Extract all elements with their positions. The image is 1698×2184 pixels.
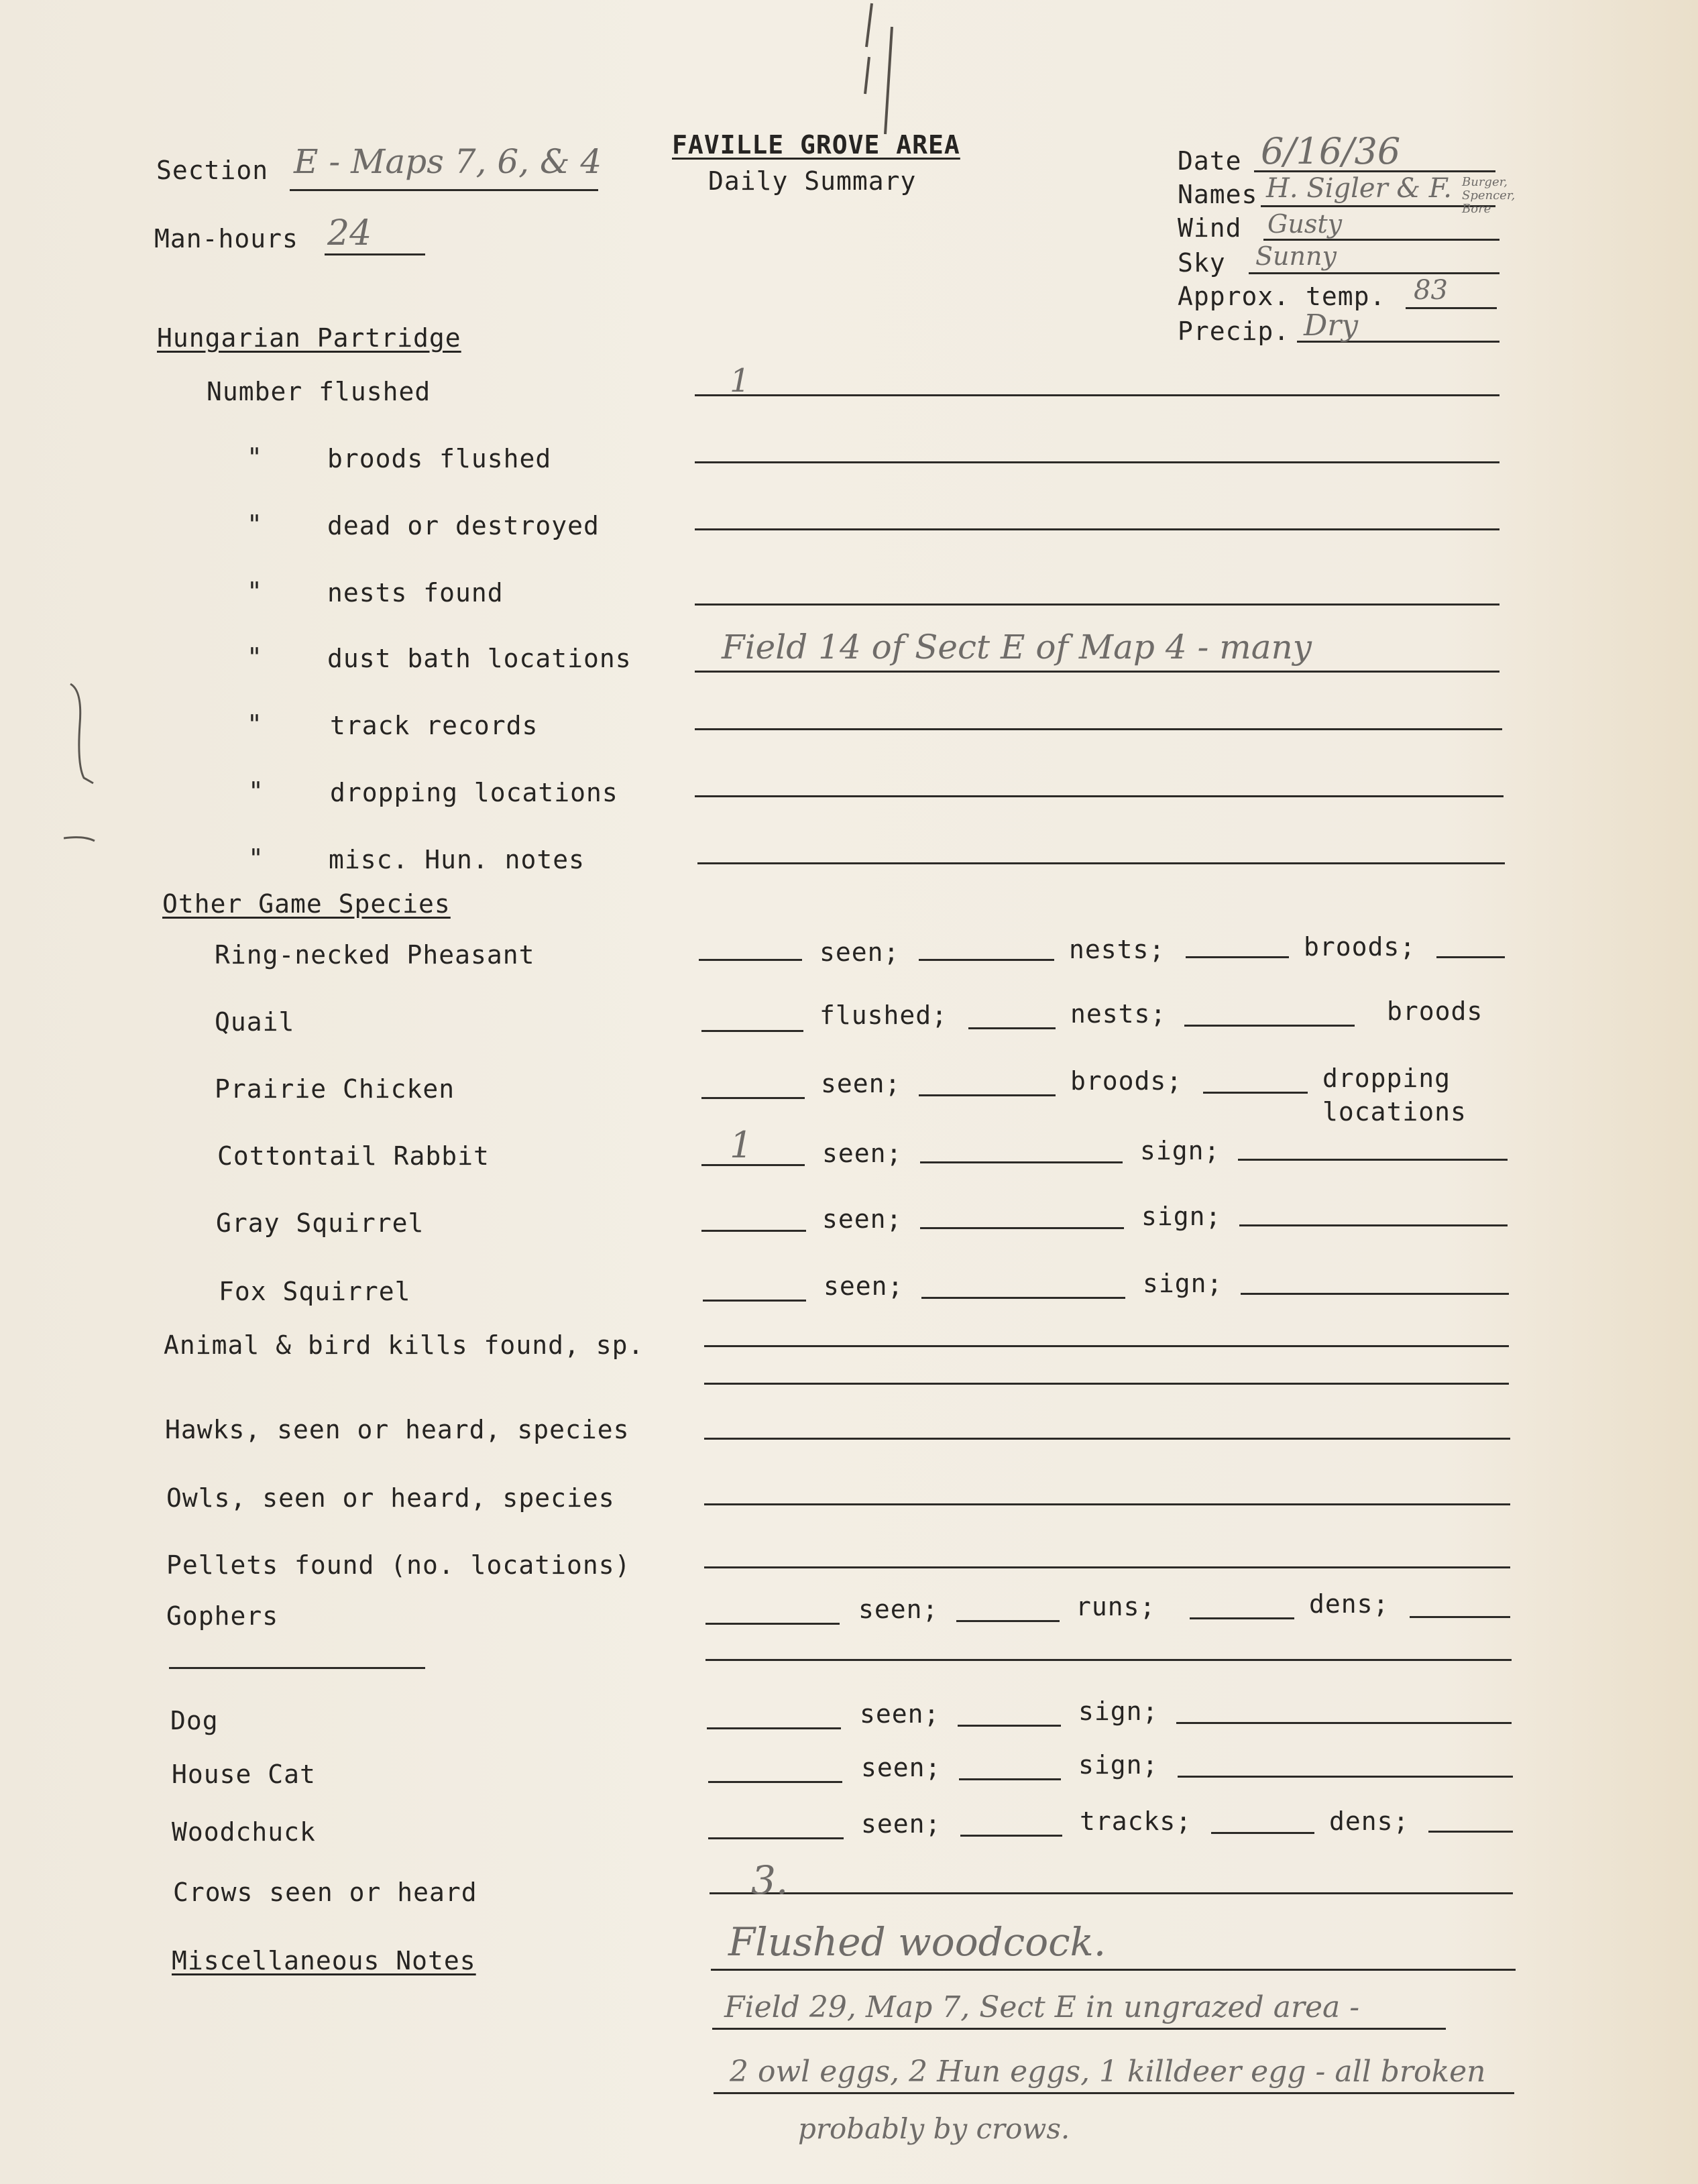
gophers-line-1 bbox=[705, 1623, 840, 1625]
quail-col2: nests; bbox=[1070, 999, 1167, 1029]
dog-col2: sign; bbox=[1078, 1697, 1159, 1726]
number-flushed-label: Number flushed bbox=[207, 377, 431, 406]
hawks-label: Hawks, seen or heard, species bbox=[165, 1415, 630, 1444]
misc-line-2 bbox=[712, 2028, 1446, 2030]
pheasant-line-2 bbox=[919, 959, 1054, 961]
pheasant-line-3 bbox=[1186, 956, 1289, 958]
quail-label: Quail bbox=[215, 1007, 295, 1037]
prairie-line-1 bbox=[701, 1097, 805, 1099]
woodchuck-line-4 bbox=[1428, 1831, 1513, 1833]
prairie-col3a: dropping bbox=[1322, 1064, 1451, 1093]
cottontail-line-2 bbox=[920, 1161, 1123, 1163]
gray-col1: seen; bbox=[822, 1204, 903, 1234]
owls-line bbox=[704, 1503, 1510, 1505]
dead-destroyed-label: dead or destroyed bbox=[327, 511, 600, 540]
prairie-chicken-label: Prairie Chicken bbox=[215, 1074, 455, 1104]
prairie-col1: seen; bbox=[821, 1069, 901, 1098]
pellets-label: Pellets found (no. locations) bbox=[166, 1550, 631, 1580]
dropping-locations-line bbox=[695, 795, 1504, 797]
pheasant-line-1 bbox=[699, 959, 802, 961]
pheasant-col2: nests; bbox=[1069, 935, 1166, 964]
date-value: 6/16/36 bbox=[1261, 130, 1401, 172]
gray-col2: sign; bbox=[1141, 1202, 1222, 1231]
ditto-mark: " bbox=[248, 844, 264, 873]
fox-line-2 bbox=[921, 1297, 1125, 1299]
wind-value: Gusty bbox=[1267, 209, 1343, 239]
names-label: Names bbox=[1178, 180, 1258, 209]
number-flushed-value: 1 bbox=[730, 362, 750, 400]
pheasant-col3: broods; bbox=[1304, 932, 1416, 962]
crows-value: 3. bbox=[751, 1857, 789, 1903]
section-value: E - Maps 7, 6, & 4 bbox=[294, 142, 602, 181]
broods-flushed-label: broods flushed bbox=[327, 444, 552, 473]
crows-line bbox=[710, 1892, 1513, 1894]
gophers-line-4 bbox=[1410, 1616, 1510, 1618]
cottontail-line-1 bbox=[701, 1164, 805, 1166]
fox-line-3 bbox=[1241, 1293, 1509, 1295]
gophers-label: Gophers bbox=[166, 1601, 279, 1631]
nests-found-label: nests found bbox=[327, 578, 504, 608]
cottontail-value: 1 bbox=[730, 1124, 753, 1166]
woodchuck-col2: tracks; bbox=[1080, 1806, 1192, 1836]
section-label: Section bbox=[156, 156, 269, 185]
dropping-locations-label: dropping locations bbox=[330, 778, 618, 807]
cottontail-label: Cottontail Rabbit bbox=[217, 1141, 490, 1171]
cottontail-col2: sign; bbox=[1140, 1136, 1221, 1165]
dust-bath-value: Field 14 of Sect E of Map 4 - many bbox=[722, 628, 1312, 667]
misc-hun-notes-label: misc. Hun. notes bbox=[329, 845, 585, 874]
blank-label-line bbox=[169, 1667, 425, 1669]
dust-bath-line bbox=[695, 671, 1499, 673]
nests-found-line bbox=[695, 604, 1499, 606]
wind-underline bbox=[1263, 239, 1499, 241]
hawks-line bbox=[704, 1438, 1510, 1440]
form-subtitle: Daily Summary bbox=[708, 166, 917, 196]
manhours-value: 24 bbox=[327, 213, 372, 253]
crows-label: Crows seen or heard bbox=[173, 1878, 477, 1907]
sky-label: Sky bbox=[1178, 248, 1226, 278]
house-cat-label: House Cat bbox=[172, 1760, 316, 1789]
margin-pencil-mark bbox=[64, 677, 111, 865]
ditto-mark: " bbox=[247, 709, 263, 739]
number-flushed-line bbox=[695, 394, 1499, 396]
temp-underline bbox=[1406, 307, 1497, 309]
fox-line-1 bbox=[703, 1300, 806, 1302]
pellets-line bbox=[704, 1566, 1510, 1568]
prairie-line-2 bbox=[919, 1094, 1056, 1096]
manhours-label: Man-hours bbox=[154, 224, 298, 253]
gophers-col3: dens; bbox=[1309, 1589, 1390, 1619]
gophers-line-2 bbox=[956, 1620, 1060, 1622]
cottontail-line-3 bbox=[1238, 1159, 1508, 1161]
names-value: H. Sigler & F. bbox=[1266, 173, 1452, 204]
kills-line-2 bbox=[704, 1383, 1509, 1385]
cat-col2: sign; bbox=[1078, 1750, 1159, 1780]
woodchuck-line-2 bbox=[960, 1835, 1062, 1837]
fox-squirrel-label: Fox Squirrel bbox=[219, 1277, 411, 1306]
other-species-heading: Other Game Species bbox=[162, 889, 451, 919]
misc-note-4: probably by crows. bbox=[798, 2112, 1070, 2145]
owls-label: Owls, seen or heard, species bbox=[166, 1483, 615, 1513]
gray-line-3 bbox=[1239, 1224, 1508, 1226]
gophers-extra-line bbox=[705, 1659, 1512, 1661]
misc-note-2: Field 29, Map 7, Sect E in ungrazed area - bbox=[724, 1990, 1360, 2024]
pheasant-col1: seen; bbox=[819, 937, 900, 967]
broods-flushed-line bbox=[695, 461, 1499, 463]
woodchuck-line-3 bbox=[1211, 1832, 1314, 1834]
manhours-underline bbox=[325, 253, 425, 255]
dog-col1: seen; bbox=[860, 1699, 940, 1729]
misc-line-1 bbox=[711, 1969, 1516, 1971]
temp-label: Approx. temp. bbox=[1178, 282, 1386, 311]
quail-line-3 bbox=[1184, 1025, 1355, 1027]
fox-col2: sign; bbox=[1143, 1269, 1223, 1298]
misc-note-3: 2 owl eggs, 2 Hun eggs, 1 killdeer egg - all broken bbox=[730, 2055, 1486, 2089]
kills-line-1 bbox=[704, 1345, 1509, 1347]
ditto-mark: " bbox=[247, 577, 263, 606]
ditto-mark: " bbox=[248, 777, 264, 806]
pheasant-label: Ring-necked Pheasant bbox=[215, 940, 535, 970]
gophers-col1: seen; bbox=[858, 1595, 939, 1624]
dog-line-2 bbox=[958, 1725, 1061, 1727]
pheasant-line-4 bbox=[1436, 956, 1505, 958]
track-records-line bbox=[695, 728, 1502, 730]
track-records-label: track records bbox=[330, 711, 539, 740]
sky-underline bbox=[1249, 272, 1499, 274]
ditto-mark: " bbox=[247, 510, 263, 539]
cat-col1: seen; bbox=[861, 1753, 942, 1782]
kills-label: Animal & bird kills found, sp. bbox=[164, 1330, 644, 1360]
dog-label: Dog bbox=[170, 1706, 219, 1735]
prairie-col2: broods; bbox=[1070, 1066, 1183, 1096]
section-underline bbox=[290, 189, 598, 191]
ditto-mark: " bbox=[247, 642, 263, 672]
gray-squirrel-label: Gray Squirrel bbox=[216, 1208, 424, 1238]
dog-line-1 bbox=[707, 1727, 841, 1729]
dead-destroyed-line bbox=[695, 528, 1499, 530]
prairie-line-3 bbox=[1203, 1092, 1308, 1094]
gray-line-1 bbox=[701, 1230, 806, 1232]
woodchuck-line-1 bbox=[708, 1837, 844, 1839]
date-label: Date bbox=[1178, 146, 1242, 176]
quail-line-2 bbox=[968, 1027, 1056, 1029]
ditto-mark: " bbox=[247, 443, 263, 472]
quail-col1: flushed; bbox=[819, 1000, 948, 1030]
quail-line-1 bbox=[701, 1030, 803, 1032]
sky-value: Sunny bbox=[1255, 241, 1337, 271]
gray-line-2 bbox=[920, 1227, 1124, 1229]
woodchuck-label: Woodchuck bbox=[172, 1817, 316, 1847]
cat-line-1 bbox=[708, 1781, 842, 1783]
cottontail-col1: seen; bbox=[822, 1139, 903, 1168]
precip-label: Precip. bbox=[1178, 317, 1290, 346]
misc-note-1: Flushed woodcock. bbox=[728, 1919, 1107, 1965]
dust-bath-label: dust bath locations bbox=[327, 644, 632, 673]
cat-line-2 bbox=[959, 1778, 1061, 1780]
temp-value: 83 bbox=[1414, 275, 1448, 306]
names-underline bbox=[1261, 205, 1495, 207]
misc-notes-heading: Miscellaneous Notes bbox=[172, 1946, 476, 1975]
dog-line-3 bbox=[1176, 1722, 1512, 1724]
misc-hun-notes-line bbox=[697, 862, 1505, 864]
wind-label: Wind bbox=[1178, 213, 1242, 243]
names-extra: Burger, Spencer, Bore bbox=[1462, 175, 1516, 216]
gophers-col2: runs; bbox=[1076, 1592, 1156, 1621]
precip-value: Dry bbox=[1304, 308, 1359, 343]
misc-line-3 bbox=[714, 2092, 1514, 2094]
fox-col1: seen; bbox=[824, 1271, 904, 1301]
woodchuck-col3: dens; bbox=[1329, 1806, 1410, 1836]
woodchuck-col1: seen; bbox=[861, 1809, 942, 1839]
quail-col3: broods bbox=[1387, 996, 1483, 1026]
hungarian-heading: Hungarian Partridge bbox=[157, 323, 461, 353]
prairie-col3b: locations bbox=[1322, 1097, 1467, 1127]
gophers-line-3 bbox=[1190, 1617, 1294, 1619]
cat-line-3 bbox=[1178, 1776, 1513, 1778]
form-title: FAVILLE GROVE AREA bbox=[672, 130, 960, 160]
